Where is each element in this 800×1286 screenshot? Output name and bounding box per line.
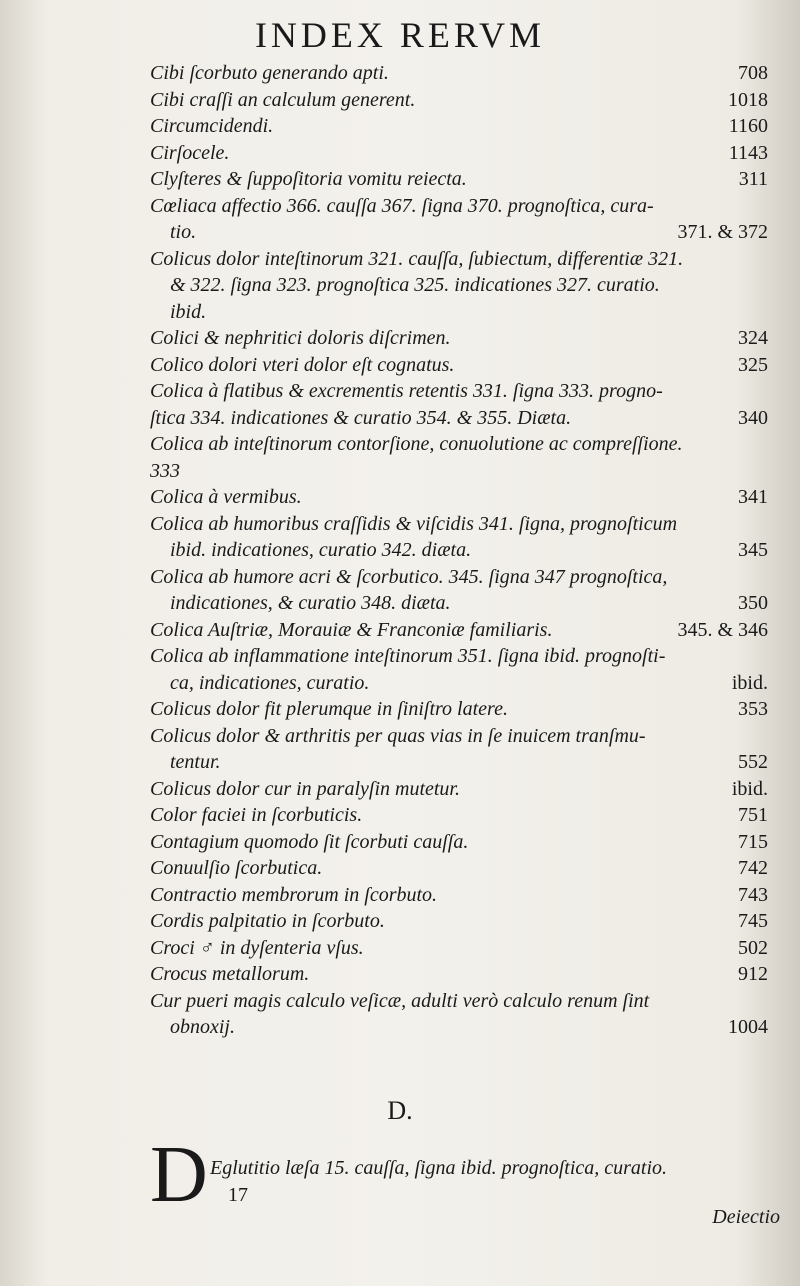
entry-page-ref: 552 bbox=[738, 751, 768, 773]
drop-cap: D bbox=[150, 1131, 208, 1219]
entry-page-ref: 1018 bbox=[728, 88, 768, 111]
index-entry bbox=[0, 431, 800, 458]
entry-page-ref: 325 bbox=[738, 353, 768, 376]
catchword: Deiectio bbox=[712, 1206, 780, 1228]
index-entry bbox=[0, 961, 800, 988]
entry-text: Crocus metallorum. bbox=[150, 963, 310, 985]
entry-text: Cur pueri magis calculo veſicæ, adulti verò calculo renum ſint bbox=[150, 989, 650, 1012]
index-entry bbox=[0, 458, 800, 485]
entry-page-ref: 17 bbox=[228, 1184, 248, 1206]
entry-text: & 322. ſigna 323. prognoſtica 325. indicationes 327. curatio. bbox=[170, 274, 660, 296]
entry-page-ref: 340 bbox=[738, 406, 768, 429]
entry-page-ref: 341 bbox=[738, 486, 768, 508]
entry-text: ibid. bbox=[170, 300, 207, 323]
index-entry bbox=[0, 617, 800, 644]
index-entry bbox=[0, 723, 800, 750]
page-title: INDEX RERVM bbox=[254, 15, 546, 55]
index-entry bbox=[0, 1014, 800, 1041]
entry-text: ca, indicationes, curatio. bbox=[170, 671, 370, 694]
index-entry bbox=[0, 829, 800, 856]
entry-text: Colicus dolor cur in paralyſin mutetur. bbox=[150, 777, 460, 800]
entry-page-ref: 345. & 346 bbox=[677, 618, 768, 641]
entry-text: Clyſteres & ſuppoſitoria vomitu reiecta. bbox=[150, 168, 467, 190]
index-entry bbox=[0, 696, 800, 723]
index-entry bbox=[0, 87, 800, 114]
entry-text: Colica à vermibus. bbox=[150, 486, 302, 508]
entry-text: tio. bbox=[170, 221, 197, 243]
entry-text: Colici & nephritici doloris diſcrimen. bbox=[150, 327, 451, 349]
index-entry bbox=[0, 855, 800, 882]
entry-page-ref: ibid. bbox=[731, 671, 768, 694]
index-entry bbox=[0, 60, 800, 87]
index-entry bbox=[0, 882, 800, 909]
entry-page-ref: 715 bbox=[738, 830, 768, 853]
index-entry bbox=[0, 802, 800, 829]
entry-page-ref: 345 bbox=[738, 539, 768, 561]
entry-text: Conuulſio ſcorbutica. bbox=[150, 857, 323, 879]
index-entry bbox=[0, 749, 800, 776]
entry-text: Colico dolori vteri dolor eſt cognatus. bbox=[150, 353, 455, 376]
entry-page-ref: 745 bbox=[738, 910, 768, 932]
index-entry bbox=[0, 405, 800, 432]
entry-text: ſtica 334. indicationes & curatio 354. & 355. Diæta. bbox=[150, 406, 572, 429]
entry-text: Colicus dolor & arthritis per quas vias in ſe inuicem tranſmu- bbox=[150, 724, 646, 747]
entry-text: Contractio membrorum in ſcorbuto. bbox=[150, 883, 438, 906]
entry-text: Croci ♂ in dyſenteria vſus. bbox=[150, 936, 364, 959]
index-entry bbox=[0, 299, 800, 326]
entry-page-ref: 324 bbox=[738, 327, 768, 349]
index-entry bbox=[0, 537, 800, 564]
entry-text: Contagium quomodo ſit ſcorbuti cauſſa. bbox=[150, 830, 469, 853]
index-entry bbox=[0, 272, 800, 299]
entry-text: Colica ab humore acri & ſcorbutico. 345. ſigna 347 prognoſtica, bbox=[150, 565, 668, 588]
entry-text: Cœliaca affectio 366. cauſſa 367. ſigna 370. prognoſtica, cura- bbox=[150, 194, 654, 217]
index-entry bbox=[0, 776, 800, 803]
index-entry bbox=[0, 325, 800, 352]
index-entry bbox=[0, 935, 800, 962]
entry-text: Colica Auſtriæ, Morauiæ & Franconiæ familiaris. bbox=[150, 618, 553, 641]
entry-page-ref: 708 bbox=[738, 62, 768, 84]
index-entry bbox=[0, 590, 800, 617]
entry-text: Colicus dolor inteſtinorum 321. cauſſa, ſubiectum, differentiæ 321. bbox=[150, 247, 684, 270]
entry-page-ref: 912 bbox=[738, 963, 768, 985]
entry-text: ibid. indicationes, curatio 342. diæta. bbox=[170, 539, 472, 561]
index-entry bbox=[0, 113, 800, 140]
index-entry bbox=[0, 246, 800, 273]
entry-text: Circumcidendi. bbox=[150, 115, 274, 137]
entry-page-ref: ibid. bbox=[731, 777, 768, 800]
section-letter-heading: D. bbox=[387, 1096, 413, 1125]
index-entry bbox=[0, 670, 800, 697]
entry-page-ref: 751 bbox=[738, 804, 768, 826]
index-entry bbox=[0, 352, 800, 379]
entry-page-ref: 353 bbox=[738, 698, 768, 720]
entry-text: 333 bbox=[150, 459, 180, 482]
entry-page-ref: 1004 bbox=[728, 1016, 768, 1038]
index-entry bbox=[0, 219, 800, 246]
index-entry bbox=[0, 378, 800, 405]
index-entry bbox=[0, 484, 800, 511]
entry-text: Cordis palpitatio in ſcorbuto. bbox=[150, 910, 385, 932]
entry-text: Color faciei in ſcorbuticis. bbox=[150, 804, 363, 826]
entry-page-ref: 742 bbox=[738, 857, 768, 879]
index-entry bbox=[0, 166, 800, 193]
index-entry bbox=[0, 511, 800, 538]
index-entry bbox=[0, 193, 800, 220]
index-entry bbox=[0, 988, 800, 1015]
entry-page-ref: 371. & 372 bbox=[677, 221, 768, 243]
entry-text: Eglutitio læſa 15. cauſſa, ſigna ibid. prognoſtica, curatio. bbox=[210, 1157, 668, 1179]
entry-text: Cibi craſſi an calculum generent. bbox=[150, 88, 416, 111]
index-entry bbox=[0, 643, 800, 670]
index-entry bbox=[0, 908, 800, 935]
entry-text: Cirſocele. bbox=[150, 141, 230, 164]
entry-page-ref: 1143 bbox=[728, 141, 768, 164]
entry-page-ref: 350 bbox=[738, 592, 768, 614]
entry-page-ref: 1160 bbox=[728, 115, 768, 137]
entry-page-ref: 502 bbox=[738, 936, 768, 959]
entry-page-ref: 311 bbox=[738, 168, 768, 190]
index-entry bbox=[0, 564, 800, 591]
entry-text: Colica à flatibus & excrementis retentis 331. ſigna 333. progno- bbox=[150, 380, 663, 402]
entry-text: Colica ab inflammatione inteſtinorum 351. ſigna ibid. prognoſti- bbox=[150, 645, 666, 667]
entry-text: obnoxij. bbox=[170, 1016, 235, 1038]
entry-text: Colicus dolor fit plerumque in ſiniſtro latere. bbox=[150, 698, 508, 720]
entry-page-ref: 743 bbox=[738, 883, 768, 906]
index-entries bbox=[0, 60, 800, 1041]
entry-text: indicationes, & curatio 348. diæta. bbox=[170, 592, 451, 614]
index-entry bbox=[0, 140, 800, 167]
entry-text: Colica ab inteſtinorum contorſione, conuolutione ac compreſſione. bbox=[150, 433, 683, 455]
entry-text: tentur. bbox=[170, 751, 221, 773]
entry-text: Colica ab humoribus craſſidis & viſcidis 341. ſigna, prognoſticum bbox=[150, 512, 678, 535]
entry-text: Cibi ſcorbuto generando apti. bbox=[150, 62, 389, 84]
